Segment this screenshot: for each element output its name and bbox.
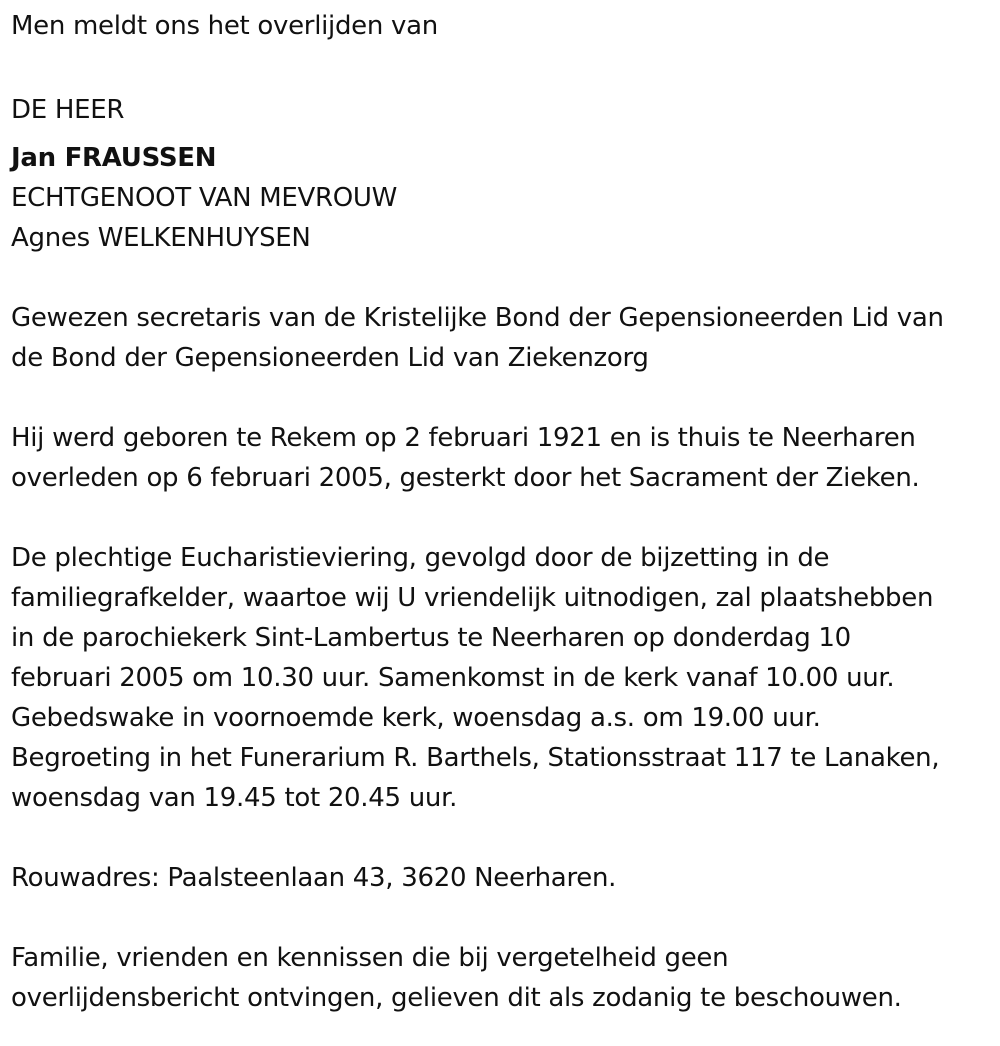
address-paragraph [11,858,991,898]
life-line: overleden op 6 februari 2005, gesterkt door het Sacrament der Zieken. [11,463,920,493]
intro-text: Men meldt ons het overlijden van [11,11,438,41]
ceremony-line: familiegrafkelder, waartoe wij U vriendelijk uitnodigen, zal plaatshebben [11,583,934,613]
ceremony-paragraph [11,538,991,818]
obituary-notice [11,0,991,1018]
ceremony-line: Begroeting in het Funerarium R. Barthels, Stationsstraat 117 te Lanaken, [11,743,940,773]
deceased-name: Jan FRAUSSEN [11,143,217,173]
ceremony-line: De plechtige Eucharistieviering, gevolgd door de bijzetting in de [11,543,830,573]
memberships-line: Gewezen secretaris van de Kristelijke Bond der Gepensioneerden Lid van [11,303,944,333]
ceremony-line: Gebedswake in voornoemde kerk, woensdag a.s. om 19.00 uur. [11,703,821,733]
notice-paragraph [11,938,991,1018]
deceased-block [11,90,991,258]
life-line: Hij werd geboren te Rekem op 2 februari 1921 en is thuis te Neerharen [11,423,916,453]
memberships-line: de Bond der Gepensioneerden Lid van Ziekenzorg [11,343,649,373]
memberships-paragraph [11,298,991,378]
spouse-name: Agnes WELKENHUYSEN [11,223,311,253]
notice-line: Familie, vrienden en kennissen die bij vergetelheid geen [11,943,729,973]
deceased-title: DE HEER [11,95,125,125]
spouse-label: ECHTGENOOT VAN MEVROUW [11,183,398,213]
ceremony-line: februari 2005 om 10.30 uur. Samenkomst in de kerk vanaf 10.00 uur. [11,663,895,693]
life-paragraph [11,418,991,498]
ceremony-line: in de parochiekerk Sint-Lambertus te Neerharen op donderdag 10 [11,623,851,653]
mourning-address: Rouwadres: Paalsteenlaan 43, 3620 Neerharen. [11,863,617,893]
notice-line: overlijdensbericht ontvingen, gelieven dit als zodanig te beschouwen. [11,983,902,1013]
ceremony-line: woensdag van 19.45 tot 20.45 uur. [11,783,458,813]
